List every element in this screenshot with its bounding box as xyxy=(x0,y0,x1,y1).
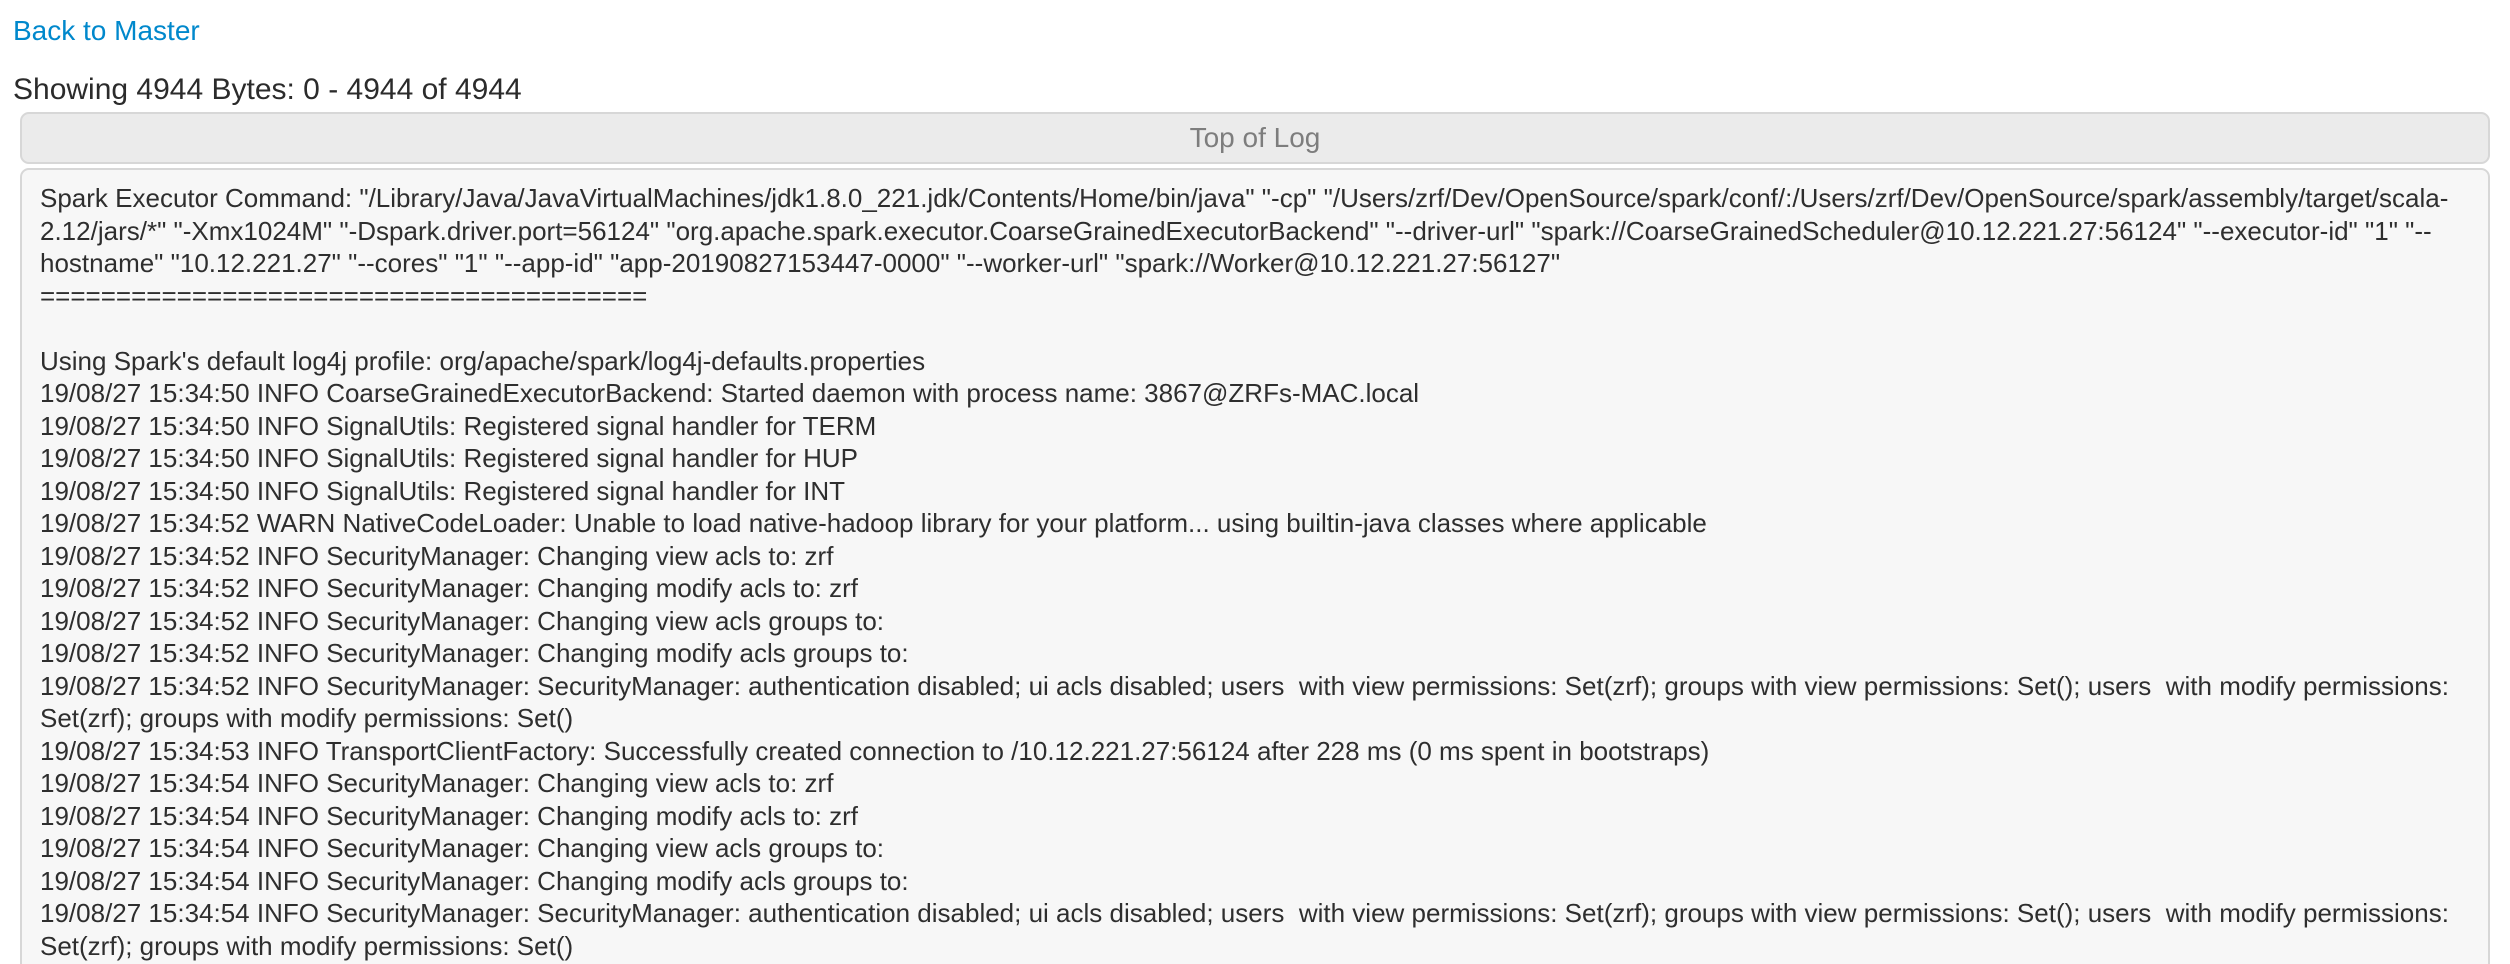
log-content[interactable] xyxy=(20,112,2490,964)
top-of-log-button[interactable]: Top of Log xyxy=(20,112,2490,164)
back-to-master-link[interactable]: Back to Master xyxy=(13,15,200,46)
back-row xyxy=(13,14,2510,48)
log-text: Spark Executor Command: "/Library/Java/JavaVirtualMachines/jdk1.8.0_221.jdk/Contents/Home/bin/java" "-cp" "/Users/zrf/Dev/OpenSource/spark/conf/:/Users/zrf/Dev/OpenSource/spark/assembly/target/scala-2.12/jars/*" "-Xmx1024M" "-Dspark.driver.port=56124" "org.apache.spark.executor.CoarseGrainedExecutorBackend" "--driver-url" "spark://CoarseGrainedScheduler@10.12.221.27:56124" "--executor-id" "1" "--hostname" "10.12.221.27" "--cores" "1" "--app-id" "app-20190827153447-0000" "--worker-url" "spark://Worker@10.12.221.27:56127" ======================================== Using Spark's default log4j profile: org/apache/spark/log4j-defaults.properties 19/08/27 15:34:50 INFO CoarseGrainedExecutorBackend: Started daemon with process name: 3867@ZRFs-MAC.local 19/08/27 15:34:50 INFO SignalUtils: Registered signal handler for TERM 19/08/27 15:34:50 INFO SignalUtils: Registered signal handler for HUP 19/08/27 15:34:50 INFO SignalUtils: Registered signal handler for INT 19/08/27 15:34:52 WARN NativeCodeLoader: Unable to load native-hadoop library for your platform... using builtin-java classes where applicable 19/08/27 15:34:52 INFO SecurityManager: Changing view acls to: zrf 19/08/27 15:34:52 INFO SecurityManager: Changing modify acls to: zrf 19/08/27 15:34:52 INFO SecurityManager: Changing view acls groups to: 19/08/27 15:34:52 INFO SecurityManager: Changing modify acls groups to: 19/08/27 15:34:52 INFO SecurityManager: SecurityManager: authentication disabled; ui acls disabled; users with view permissions: Set(zrf); groups with view permissions: Set(); users with modify permissions: Set(zrf); groups with modify permissions: Set() 19/08/27 15:34:53 INFO TransportClientFactory: Successfully created connection to /10.12.221.27:56124 after 228 ms (0 ms spent in bootstraps) 19/08/27 15:34:54 INFO SecurityManager: Changing view acls to: zrf 19/08/27 15:34:54 INFO SecurityManager: Changing modify acls to: zrf 19/08/27 15:34:54 INFO SecurityManager: Changing view acls groups to: 19/08/27 15:34:54 INFO SecurityManager: Changing modify acls groups to: 19/08/27 15:34:54 INFO SecurityManager: SecurityManager: authentication disabled; ui acls disabled; users with view permissions: Set(zrf); groups with view permissions: Set(); users with modify permissions: Set(zrf); groups with modify permissions: Set() xyxy=(20,168,2490,964)
byte-range-label: Showing 4944 Bytes: 0 - 4944 of 4944 xyxy=(13,73,522,106)
log-page xyxy=(0,14,2510,964)
